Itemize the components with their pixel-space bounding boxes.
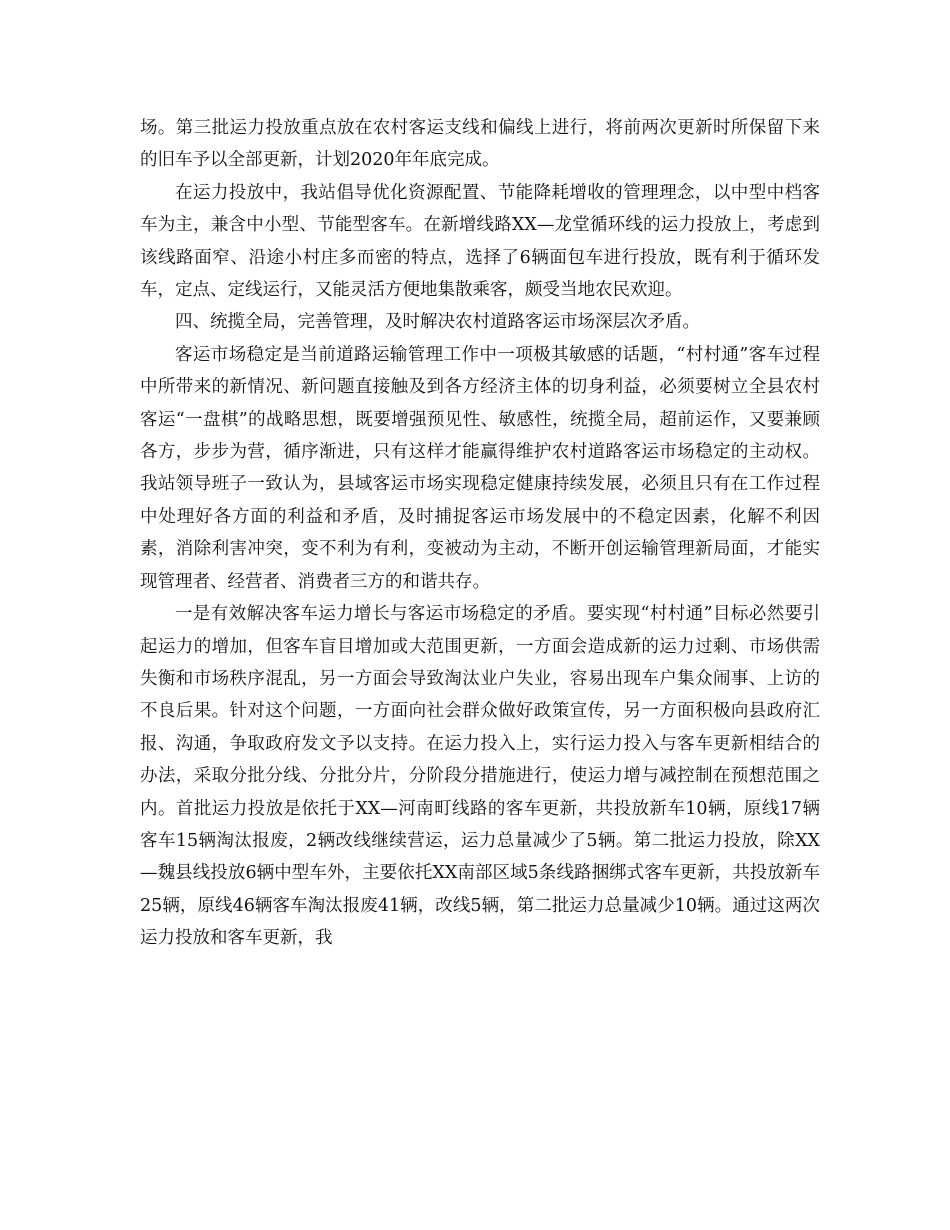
- document-body: [140, 112, 820, 955]
- section-heading-four: 四、统揽全局，完善管理，及时解决农村道路客运市场深层次矛盾。: [175, 312, 700, 333]
- paragraph-first-measure: 一是有效解决客车运力增长与客运市场稳定的矛盾。要实现“村村通”目标必然要引起运力的增加，但客车盲目增加或大范围更新，一方面会造成新的运力过剩、市场供需失衡和市场秩序混乱，另一方面会导致淘汰业户失业，容易出现车户集众闹事、上访的不良后果。针对这个问题，一方面向社会群众做好政策宣传，另一方面积极向县政府汇报、沟通，争取政府发文予以支持。在运力投入上，实行运力投入与客车更新相结合的办法，采取分批分线、分批分片，分阶段分措施进行，使运力增与减控制在预想范围之内。首批运力投放是依托于XX—河南町线路的客车更新，共投放新车10辆，原线17辆客车15辆淘汰报废，2辆改线继续营运，运力总量减少了5辆。第二批运力投放，除XX—魏县线投放6辆中型车外，主要依托XX南部区域5条线路捆绑式客车更新，共投放新车25辆，原线46辆客车淘汰报废41辆，改线5辆，第二批运力总量减少10辆。通过这两次运力投放和客车更新，我: [140, 604, 820, 949]
- paragraph-capacity-deployment: 在运力投放中，我站倡导优化资源配置、节能降耗增收的管理理念，以中型中档客车为主，兼含中小型、节能型客车。在新增线路XX—龙堂循环线的运力投放上，考虑到该线路面窄、沿途小村庄多而密的特点，选择了6辆面包车进行投放，既有利于循环发车，定点、定线运行，又能灵活方便地集散乘客，颇受当地农民欢迎。: [140, 182, 820, 301]
- paragraph-continuation: 场。第三批运力投放重点放在农村客运支线和偏线上进行，将前两次更新时所保留下来的旧车予以全部更新，计划2020年年底完成。: [140, 118, 820, 171]
- paragraph-market-stability: 客运市场稳定是当前道路运输管理工作中一项极其敏感的话题，“村村通”客车过程中所带来的新情况、新问题直接触及到各方经济主体的切身利益，必须要树立全县农村客运“一盘棋”的战略思想，既要增强预见性、敏感性，统揽全局，超前运作，又要兼顾各方，步步为营，循序渐进，只有这样才能赢得维护农村道路客运市场稳定的主动权。我站领导班子一致认为，县域客运市场实现稳定健康持续发展，必须且只有在工作过程中处理好各方面的利益和矛盾，及时捕捉客运市场发展中的不稳定因素，化解不利因素，消除利害冲突，变不利为有利，变被动为主动，不断开创运输管理新局面，才能实现管理者、经营者、消费者三方的和谐共存。: [140, 344, 820, 592]
